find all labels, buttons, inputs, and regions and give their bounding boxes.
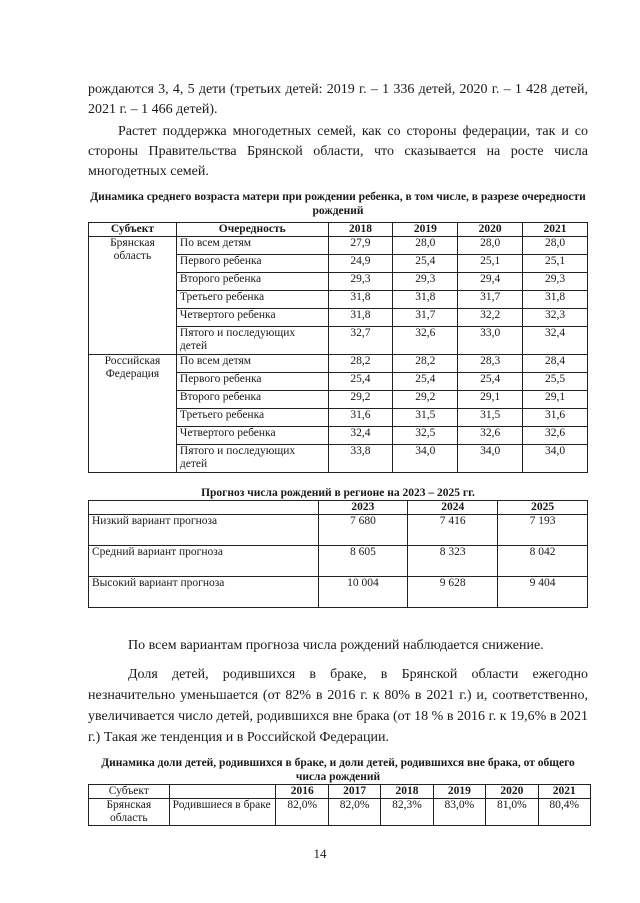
column-header: 2021 — [538, 785, 590, 799]
value-cell: 33,8 — [328, 445, 393, 473]
table-row — [89, 577, 588, 608]
value-cell: 31,5 — [393, 409, 458, 427]
subject-cell: Брянская область — [89, 237, 177, 355]
birth-forecast-table — [88, 500, 588, 608]
column-header: 2018 — [381, 785, 433, 799]
value-cell: 9 628 — [408, 577, 498, 608]
column-header: 2019 — [393, 223, 458, 237]
row-label: Четвертого ребенка — [176, 309, 328, 327]
value-cell: 32,6 — [393, 327, 458, 355]
row-label: Средний вариант прогноза — [89, 546, 319, 577]
value-cell: 31,5 — [458, 409, 523, 427]
row-label: Первого ребенка — [176, 373, 328, 391]
value-cell: 31,7 — [393, 309, 458, 327]
row-label: Первого ребенка — [176, 255, 328, 273]
table-row — [89, 355, 588, 373]
column-header: 2024 — [408, 501, 498, 515]
value-cell: 31,6 — [328, 409, 393, 427]
value-cell: 33,0 — [458, 327, 523, 355]
table-row — [89, 799, 591, 826]
table2-caption: Прогноз числа рождений в регионе на 2023 – 2025 гг. — [201, 487, 475, 499]
value-cell: 7 416 — [408, 515, 498, 546]
paragraph-marriage-share: Доля детей, родившихся в браке, в Брянской области ежегодно незначительно уменьшается (от 82% в 2016 г. к 80% в 2021 г.) и, соответственно, увеличивается число детей, родившихся вне брака (от 18 % в 2016 г. к 19,6% в 2021 г.) Такая же тенденция и в Российской Федерации. — [88, 667, 588, 745]
value-cell: 29,2 — [328, 391, 393, 409]
value-cell: 28,0 — [458, 237, 523, 255]
value-cell: 27,9 — [328, 237, 393, 255]
value-cell: 34,0 — [458, 445, 523, 473]
row-label: Пятого и последующих детей — [176, 327, 328, 355]
column-header: 2021 — [523, 223, 588, 237]
row-label: Низкий вариант прогноза — [89, 515, 319, 546]
column-header: 2020 — [458, 223, 523, 237]
value-cell: 81,0% — [486, 799, 538, 826]
value-cell: 32,7 — [328, 327, 393, 355]
table1-caption: Динамика среднего возраста матери при рождении ребенка, в том числе, в разрезе очередности рождений — [90, 191, 586, 217]
value-cell: 25,5 — [523, 373, 588, 391]
page-number: 14 — [313, 846, 327, 861]
value-cell: 82,0% — [276, 799, 328, 826]
column-header: 2019 — [433, 785, 485, 799]
column-header: 2016 — [276, 785, 328, 799]
value-cell: 8 042 — [498, 546, 588, 577]
column-header: 2025 — [498, 501, 588, 515]
value-cell: 29,3 — [328, 273, 393, 291]
value-cell: 29,3 — [523, 273, 588, 291]
value-cell: 31,8 — [393, 291, 458, 309]
row-label: По всем детям — [176, 355, 328, 373]
column-header: 2023 — [318, 501, 408, 515]
column-header — [169, 785, 276, 799]
column-header — [89, 501, 319, 515]
row-label: Высокий вариант прогноза — [89, 577, 319, 608]
value-cell: 31,6 — [523, 409, 588, 427]
value-cell: 31,7 — [458, 291, 523, 309]
row-label: Четвертого ребенка — [176, 427, 328, 445]
value-cell: 29,2 — [393, 391, 458, 409]
value-cell: 7 193 — [498, 515, 588, 546]
value-cell: 7 680 — [318, 515, 408, 546]
value-cell: 32,2 — [458, 309, 523, 327]
value-cell: 8 323 — [408, 546, 498, 577]
value-cell: 10 004 — [318, 577, 408, 608]
value-cell: 31,8 — [328, 309, 393, 327]
row-label: Второго ребенка — [176, 391, 328, 409]
table-header-row — [89, 501, 588, 515]
value-cell: 29,1 — [458, 391, 523, 409]
value-cell: 29,1 — [523, 391, 588, 409]
paragraph-forecast-decline: По всем вариантам прогноза числа рождений наблюдается снижение. — [128, 638, 544, 653]
column-header: 2017 — [328, 785, 380, 799]
value-cell: 80,4% — [538, 799, 590, 826]
value-cell: 29,4 — [458, 273, 523, 291]
value-cell: 28,0 — [523, 237, 588, 255]
column-header: 2018 — [328, 223, 393, 237]
value-cell: 31,8 — [523, 291, 588, 309]
value-cell: 28,2 — [393, 355, 458, 373]
value-cell: 8 605 — [318, 546, 408, 577]
value-cell: 34,0 — [523, 445, 588, 473]
value-cell: 32,3 — [523, 309, 588, 327]
value-cell: 32,6 — [523, 427, 588, 445]
value-cell: 28,0 — [393, 237, 458, 255]
value-cell: 24,9 — [328, 255, 393, 273]
value-cell: 25,4 — [458, 373, 523, 391]
value-cell: 25,1 — [523, 255, 588, 273]
value-cell: 25,4 — [393, 255, 458, 273]
table-header-row — [89, 223, 588, 237]
row-label: Второго ребенка — [176, 273, 328, 291]
subject-cell: Брянская область — [89, 799, 170, 826]
paragraph-support-growth: Растет поддержка многодетных семей, как со стороны федерации, так и со стороны Правительства Брянской области, что сказывается на росте числа многодетных семей. — [88, 124, 588, 179]
column-header: Очередность — [176, 223, 328, 237]
value-cell: 34,0 — [393, 445, 458, 473]
column-header: Субъект — [89, 223, 177, 237]
marriage-births-table — [88, 784, 591, 826]
value-cell: 25,4 — [393, 373, 458, 391]
subject-cell: Российская Федерация — [89, 355, 177, 473]
value-cell: 32,4 — [328, 427, 393, 445]
value-cell: 83,0% — [433, 799, 485, 826]
table-row — [89, 546, 588, 577]
row-label: Третьего ребенка — [176, 409, 328, 427]
value-cell: 25,1 — [458, 255, 523, 273]
column-header: Субъект — [89, 785, 170, 799]
value-cell: 82,3% — [381, 799, 433, 826]
value-cell: 82,0% — [328, 799, 380, 826]
row-label: По всем детям — [176, 237, 328, 255]
table-row — [89, 237, 588, 255]
value-cell: 32,5 — [393, 427, 458, 445]
row-label: Родившиеся в браке — [169, 799, 276, 826]
column-header: 2020 — [486, 785, 538, 799]
row-label: Пятого и последующих детей — [176, 445, 328, 473]
value-cell: 29,3 — [393, 273, 458, 291]
value-cell: 32,4 — [523, 327, 588, 355]
table-row — [89, 515, 588, 546]
value-cell: 32,6 — [458, 427, 523, 445]
value-cell: 31,8 — [328, 291, 393, 309]
value-cell: 28,2 — [328, 355, 393, 373]
value-cell: 9 404 — [498, 577, 588, 608]
row-label: Третьего ребенка — [176, 291, 328, 309]
value-cell: 25,4 — [328, 373, 393, 391]
value-cell: 28,3 — [458, 355, 523, 373]
value-cell: 28,4 — [523, 355, 588, 373]
mother-age-table — [88, 222, 588, 473]
paragraph-third-children: рождаются 3, 4, 5 дети (третьих детей: 2019 г. – 1 336 детей, 2020 г. – 1 428 детей, 2021 г. – 1 466 детей). — [88, 82, 588, 117]
table-header-row — [89, 785, 591, 799]
table3-caption: Динамика доли детей, родившихся в браке, и доли детей, родившихся вне брака, от общего числа рождений — [101, 757, 575, 783]
